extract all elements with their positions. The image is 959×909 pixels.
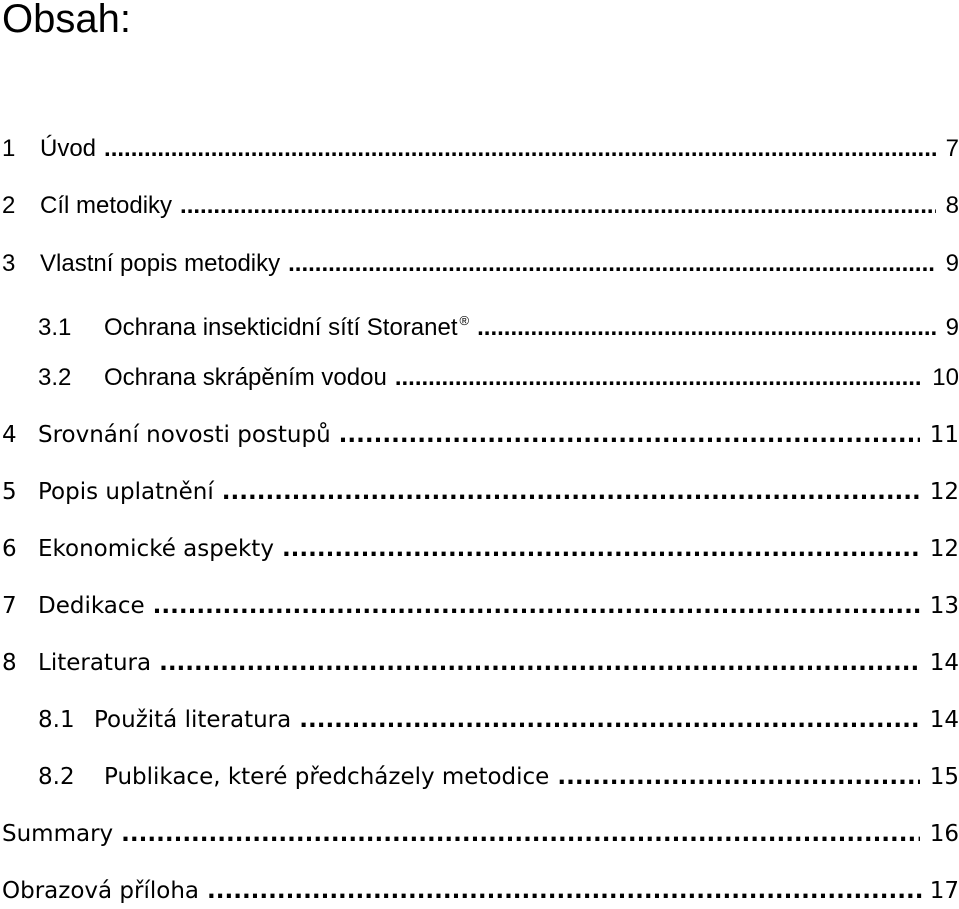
toc-page-number: 10 <box>932 364 959 391</box>
toc-page-number: 9 <box>945 314 959 341</box>
toc-leader-dots <box>121 819 920 849</box>
toc-leader-dots <box>282 534 920 564</box>
toc-entry-5[interactable] <box>2 477 959 507</box>
toc-leader-dots <box>180 191 936 221</box>
registered-mark: ® <box>459 313 470 328</box>
toc-leader-dots <box>339 420 920 450</box>
toc-entry-number: 1 <box>2 135 16 162</box>
toc-entry-title: Použitá literatura <box>94 707 292 733</box>
toc-entry-number: 4 <box>2 422 17 448</box>
toc-entry-title: Literatura <box>38 650 152 676</box>
toc-leader-dots <box>222 477 920 507</box>
toc-entry-number: 3.1 <box>38 314 72 341</box>
toc-entry-8-2[interactable] <box>38 762 959 792</box>
toc-page-number: 12 <box>929 479 959 505</box>
toc-entry-number: 7 <box>2 593 17 619</box>
toc-entry-6[interactable] <box>2 534 959 564</box>
toc-page-number: 15 <box>929 764 959 790</box>
toc-page-number: 13 <box>929 593 959 619</box>
toc-leader-dots <box>153 591 920 621</box>
toc-entry-number: 8 <box>2 650 17 676</box>
toc-page-number: 14 <box>929 650 959 676</box>
toc-entry-3-1[interactable] <box>38 306 959 341</box>
toc-leader-dots <box>159 648 920 678</box>
toc-leader-dots <box>557 762 919 792</box>
toc-entry-title: Ochrana insekticidní sítí Storanet <box>104 314 458 341</box>
toc-entry-number: 8.2 <box>38 764 75 790</box>
toc-page-number: 8 <box>945 192 959 219</box>
toc-leader-dots <box>477 313 936 343</box>
toc-entry-title: Cíl metodiky <box>40 192 173 219</box>
toc-leader-dots <box>299 705 919 735</box>
toc-page-number: 12 <box>929 536 959 562</box>
toc-entry-title: Ekonomické aspekty <box>38 536 274 562</box>
toc-entry-title: Publikace, které předcházely metodice <box>104 764 550 790</box>
page-title: Obsah: <box>2 0 131 41</box>
toc-page-number: 7 <box>945 135 959 162</box>
toc-leader-dots <box>207 876 924 906</box>
toc-entry-3-2[interactable] <box>38 363 959 393</box>
toc-entry-number: 3.2 <box>38 364 72 391</box>
toc-page-number: 9 <box>945 250 959 277</box>
toc-entry-1[interactable] <box>2 134 959 164</box>
toc-entry-summary[interactable] <box>2 819 959 849</box>
toc-entry-3[interactable] <box>2 249 959 279</box>
toc-entry-8-1[interactable] <box>38 705 959 735</box>
toc-entry-number: 2 <box>2 192 16 219</box>
toc-entry-title: Summary <box>2 821 114 847</box>
toc-entry-number: 3 <box>2 250 16 277</box>
toc-entry-number: 5 <box>2 479 17 505</box>
toc-entry-title: Obrazová příloha <box>2 878 199 904</box>
toc-entry-number: 6 <box>2 536 17 562</box>
toc-page-number: 16 <box>929 821 959 847</box>
toc-entry-title: Úvod <box>40 135 97 162</box>
toc-entry-title: Vlastní popis metodiky <box>40 250 281 277</box>
toc-leader-dots <box>288 249 936 279</box>
toc-entry-4[interactable] <box>2 420 959 450</box>
toc-entry-2[interactable] <box>2 191 959 221</box>
toc-entry-obrazova-priloha[interactable] <box>2 876 959 906</box>
toc-entry-title: Ochrana skrápěním vodou <box>104 364 387 391</box>
toc-entry-title: Dedikace <box>38 593 145 619</box>
toc-leader-dots <box>104 134 936 164</box>
toc-entry-title: Srovnání novosti postupů <box>38 422 331 448</box>
toc-page-number: 11 <box>929 422 959 448</box>
toc-leader-dots <box>395 363 922 393</box>
toc-entry-number: 8.1 <box>38 707 75 733</box>
toc-entry-title: Popis uplatnění <box>38 479 214 505</box>
toc-page-number: 14 <box>929 707 959 733</box>
toc-entry-8[interactable] <box>2 648 959 678</box>
toc-entry-7[interactable] <box>2 591 959 621</box>
toc-page-number: 17 <box>929 878 959 904</box>
